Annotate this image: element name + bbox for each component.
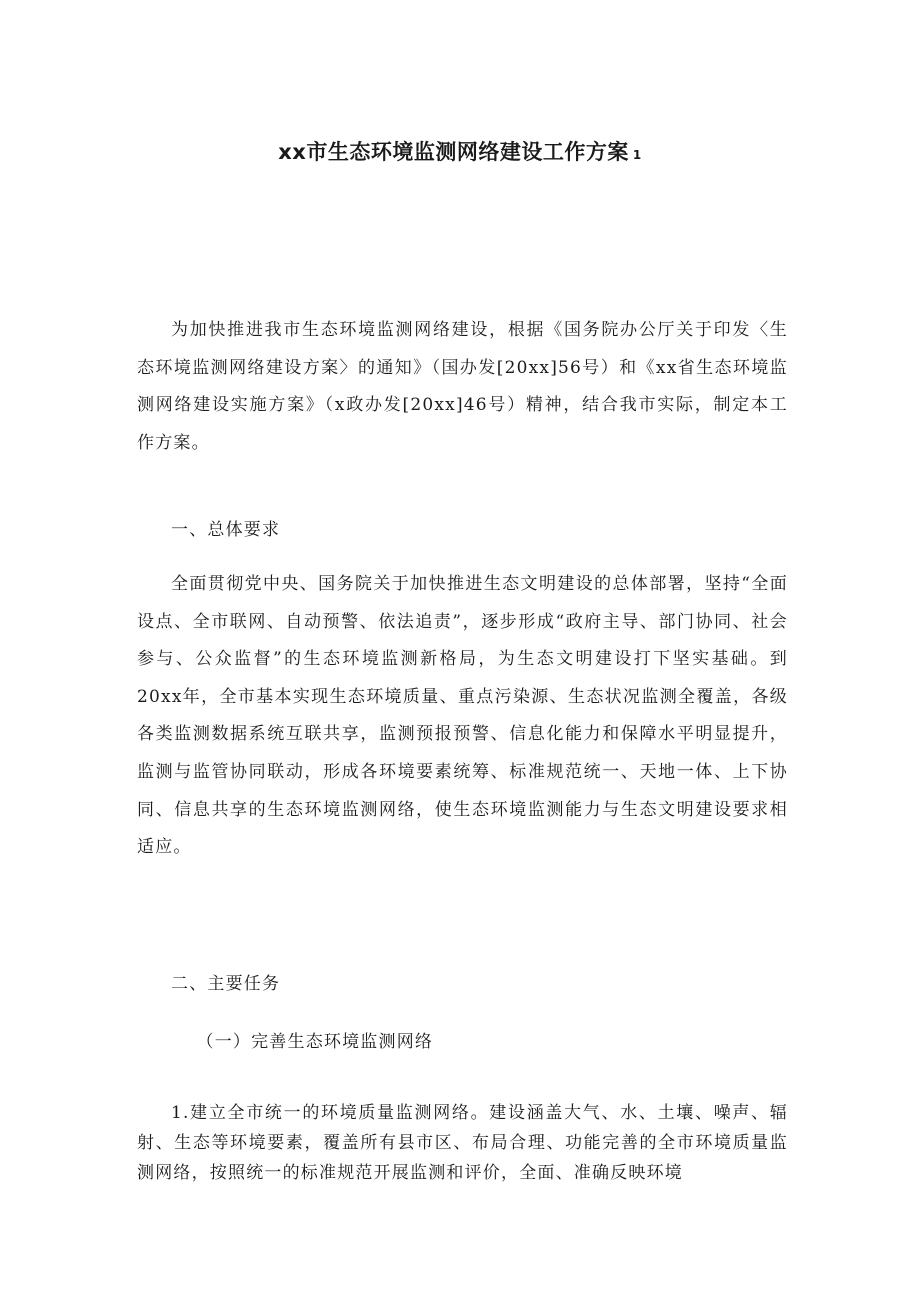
section2-heading: 二、主要任务 — [171, 974, 281, 994]
intro-block — [137, 312, 788, 462]
item1-paragraph: 1.建立全市统一的环境质量监测网络。建设涵盖大气、水、土壤、噪声、辐射、生态等环境要素，覆盖所有县市区、布局合理、功能完善的全市环境质量监测网络，按照统一的标准规范开展监测和评价，全面、准确反映环境 — [137, 1103, 788, 1183]
subsection1-heading-block — [137, 1024, 788, 1062]
section1-body-block — [137, 566, 788, 867]
section1-heading-block — [137, 512, 788, 550]
subsection1-heading: （一）完善生态环境监测网络 — [196, 1032, 434, 1052]
section1-heading: 一、总体要求 — [171, 520, 281, 540]
title-text: xx市生态环境监测网络建设工作方案 — [278, 140, 629, 164]
document-title — [0, 138, 920, 169]
title-superscript: 1 — [632, 148, 642, 162]
section2-heading-block — [137, 966, 788, 1004]
item1-block — [137, 1098, 788, 1188]
intro-paragraph: 为加快推进我市生态环境监测网络建设，根据《国务院办公厅关于印发〈生态环境监测网络建设方案〉的通知》（国办发[20xx]56号）和《xx省生态环境监测网络建设实施方案》（x政办发[20xx]46号）精神，结合我市实际，制定本工作方案。 — [137, 320, 788, 453]
section1-paragraph: 全面贯彻党中央、国务院关于加快推进生态文明建设的总体部署，坚持“全面设点、全市联网、自动预警、依法追责”，逐步形成“政府主导、部门协同、社会参与、公众监督”的生态环境监测新格局，为生态文明建设打下坚实基础。到20xx年，全市基本实现生态环境质量、重点污染源、生态状况监测全覆盖，各级各类监测数据系统互联共享，监测预报预警、信息化能力和保障水平明显提升，监测与监管协同联动，形成各环境要素统筹、标准规范统一、天地一体、上下协同、信息共享的生态环境监测网络，使生态环境监测能力与生态文明建设要求相适应。 — [137, 574, 788, 858]
